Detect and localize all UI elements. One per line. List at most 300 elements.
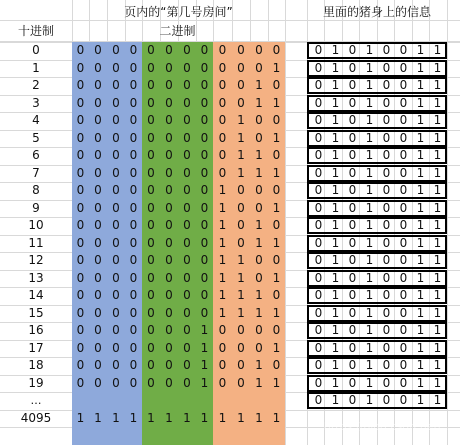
binary-bit-cell[interactable]: 0 (165, 95, 173, 110)
pig-info-bit-cell[interactable]: 1 (331, 183, 340, 197)
binary-bit-cell[interactable]: 0 (147, 43, 155, 57)
binary-bit-cell[interactable]: 1 (237, 253, 245, 267)
pig-info-bit-cell[interactable]: 1 (416, 340, 425, 355)
binary-bit-cell[interactable]: 0 (183, 130, 191, 145)
pig-info-bit-cell[interactable]: 1 (365, 113, 374, 127)
pig-info-bit-cell[interactable]: 0 (314, 235, 323, 250)
pig-info-bit-cell[interactable]: 0 (348, 148, 357, 162)
pig-info-bit-cell[interactable]: 0 (399, 358, 408, 372)
binary-bit-cell[interactable]: 0 (255, 323, 263, 337)
binary-bit-cell[interactable]: 0 (94, 323, 102, 337)
binary-bit-cell[interactable]: 0 (76, 340, 85, 355)
pig-info-bit-cell[interactable]: 0 (314, 288, 323, 302)
binary-bit-cell[interactable]: 0 (76, 60, 85, 75)
binary-bit-cell[interactable]: 1 (237, 270, 245, 285)
decimal-cell[interactable]: 15 (28, 305, 44, 320)
binary-bit-cell[interactable]: 0 (218, 358, 227, 372)
pig-info-bit-cell[interactable]: 0 (314, 358, 323, 372)
pig-info-bit-cell[interactable]: 1 (331, 305, 340, 320)
pig-info-bit-cell[interactable]: 1 (365, 270, 374, 285)
binary-bit-cell[interactable]: 0 (112, 375, 120, 390)
binary-bit-cell[interactable]: 0 (272, 43, 281, 57)
binary-bit-cell[interactable] (89, 392, 107, 409)
binary-bit-cell[interactable]: 1 (255, 288, 263, 302)
pig-info-bit-cell[interactable]: 1 (416, 218, 425, 232)
binary-bit-cell[interactable]: 0 (129, 165, 138, 180)
binary-bit-cell[interactable]: 0 (76, 43, 85, 57)
pig-info-bit-cell[interactable]: 1 (433, 270, 442, 285)
pig-info-bit-cell[interactable]: 0 (382, 165, 391, 180)
binary-bit-cell[interactable]: 0 (237, 218, 245, 232)
pig-info-bit-cell[interactable]: 0 (314, 60, 323, 75)
pig-info-bit-cell[interactable]: 1 (365, 288, 374, 302)
decimal-cell[interactable]: 4 (32, 113, 40, 127)
binary-bit-cell[interactable]: 0 (147, 113, 155, 127)
binary-bit-cell[interactable]: 0 (112, 305, 120, 320)
pig-info-bit-cell[interactable]: 0 (382, 183, 391, 197)
binary-bit-cell[interactable]: 0 (200, 78, 209, 92)
binary-bit-cell[interactable]: 0 (76, 183, 85, 197)
binary-bit-cell[interactable]: 0 (147, 340, 155, 355)
pig-info-bit-cell[interactable]: 1 (433, 95, 442, 110)
pig-info-bit-cell[interactable]: 1 (416, 113, 425, 127)
binary-bit-cell[interactable]: 0 (76, 165, 85, 180)
decimal-cell[interactable]: 13 (28, 270, 44, 285)
pig-info-bit-cell[interactable]: 0 (314, 113, 323, 127)
pig-info-bit-cell[interactable]: 1 (416, 78, 425, 92)
pig-info-bit-cell[interactable]: 0 (348, 323, 357, 337)
binary-bit-cell[interactable]: 0 (94, 200, 102, 215)
pig-info-bit-cell[interactable]: 1 (331, 130, 340, 145)
binary-bit-cell[interactable]: 0 (147, 130, 155, 145)
pig-info-bit-cell[interactable]: 1 (365, 340, 374, 355)
pig-info-bit-cell[interactable]: 1 (416, 130, 425, 145)
binary-bit-cell[interactable]: 0 (112, 43, 120, 57)
pig-info-bit-cell[interactable]: 1 (365, 305, 374, 320)
binary-bit-cell[interactable]: 0 (112, 288, 120, 302)
binary-bit-cell[interactable]: 0 (183, 43, 191, 57)
binary-bit-cell[interactable]: 1 (237, 410, 245, 425)
pig-info-bit-cell[interactable]: 1 (365, 60, 374, 75)
pig-info-bit-cell[interactable]: 0 (399, 270, 408, 285)
binary-bit-cell[interactable]: 0 (165, 148, 173, 162)
binary-bit-cell[interactable]: 0 (218, 95, 227, 110)
binary-bit-cell[interactable]: 1 (272, 270, 281, 285)
binary-bit-cell[interactable]: 1 (272, 340, 281, 355)
binary-bit-cell[interactable]: 1 (237, 130, 245, 145)
pig-info-bit-cell[interactable]: 0 (399, 130, 408, 145)
pig-info-bit-cell[interactable]: 0 (348, 358, 357, 372)
binary-bit-cell[interactable]: 0 (272, 78, 281, 92)
binary-bit-cell[interactable]: 0 (112, 270, 120, 285)
pig-info-bit-cell[interactable]: 0 (382, 148, 391, 162)
binary-bit-cell[interactable]: 0 (165, 113, 173, 127)
binary-bit-cell[interactable]: 0 (147, 305, 155, 320)
pig-info-bit-cell[interactable]: 1 (331, 113, 340, 127)
binary-bit-cell[interactable]: 0 (94, 43, 102, 57)
binary-bit-cell[interactable]: 0 (76, 95, 85, 110)
pig-info-bit-cell[interactable]: 1 (433, 183, 442, 197)
pig-info-bit-cell[interactable]: 0 (399, 288, 408, 302)
binary-bit-cell[interactable]: 0 (147, 235, 155, 250)
pig-info-bit-cell[interactable]: 1 (331, 43, 340, 57)
pig-info-bit-cell[interactable]: 1 (433, 113, 442, 127)
pig-info-bit-cell[interactable]: 0 (314, 43, 323, 57)
binary-bit-cell[interactable] (250, 392, 268, 409)
binary-bit-cell[interactable]: 0 (147, 148, 155, 162)
pig-info-bit-cell[interactable]: 0 (382, 288, 391, 302)
pig-info-bit-cell[interactable]: 1 (331, 253, 340, 267)
pig-info-bit-cell[interactable]: 1 (416, 358, 425, 372)
binary-bit-cell[interactable]: 0 (94, 270, 102, 285)
binary-bit-cell[interactable]: 0 (165, 183, 173, 197)
binary-bit-cell[interactable]: 0 (112, 148, 120, 162)
pig-info-bit-cell[interactable]: 1 (365, 78, 374, 92)
binary-bit-cell[interactable]: 1 (200, 358, 209, 372)
binary-bit-cell[interactable]: 0 (200, 130, 209, 145)
pig-info-bit-cell[interactable]: 0 (382, 43, 391, 57)
decimal-cell[interactable]: 5 (32, 130, 40, 145)
pig-info-bit-cell[interactable]: 0 (382, 358, 391, 372)
binary-bit-cell[interactable]: 0 (183, 288, 191, 302)
binary-bit-cell[interactable]: 0 (94, 358, 102, 372)
pig-info-bit-cell[interactable]: 1 (331, 323, 340, 337)
pig-info-bit-cell[interactable]: 1 (365, 200, 374, 215)
pig-info-bit-cell[interactable]: 1 (331, 60, 340, 75)
binary-bit-cell[interactable] (268, 392, 285, 409)
pig-info-bit-cell[interactable]: 1 (365, 95, 374, 110)
pig-info-bit-cell[interactable]: 0 (348, 218, 357, 232)
binary-bit-cell[interactable]: 0 (112, 358, 120, 372)
pig-info-bit-cell[interactable]: 0 (382, 270, 391, 285)
binary-bit-cell[interactable]: 0 (272, 288, 281, 302)
pig-info-bit-cell[interactable]: 1 (365, 43, 374, 57)
binary-bit-cell[interactable]: 0 (147, 323, 155, 337)
binary-bit-cell[interactable]: 0 (255, 200, 263, 215)
binary-bit-cell[interactable]: 0 (94, 253, 102, 267)
pig-info-bit-cell[interactable]: 0 (314, 218, 323, 232)
binary-bit-cell[interactable]: 0 (76, 148, 85, 162)
pig-info-bit-cell[interactable]: 0 (314, 200, 323, 215)
pig-info-bit-cell[interactable]: 0 (348, 95, 357, 110)
binary-bit-cell[interactable]: 0 (165, 340, 173, 355)
binary-bit-cell[interactable]: 0 (147, 60, 155, 75)
binary-bit-cell[interactable]: 0 (218, 60, 227, 75)
binary-bit-cell[interactable]: 0 (255, 253, 263, 267)
binary-bit-cell[interactable]: 0 (129, 113, 138, 127)
binary-bit-cell[interactable]: 0 (129, 78, 138, 92)
binary-bit-cell[interactable]: 0 (129, 253, 138, 267)
pig-info-bit-cell[interactable]: 0 (382, 305, 391, 320)
binary-bit-cell[interactable]: 0 (112, 183, 120, 197)
binary-bit-cell[interactable]: 0 (218, 130, 227, 145)
binary-bit-cell[interactable]: 0 (94, 305, 102, 320)
decimal-cell[interactable]: 16 (28, 323, 44, 337)
binary-bit-cell[interactable]: 0 (237, 340, 245, 355)
binary-bit-cell[interactable]: 1 (255, 78, 263, 92)
decimal-cell[interactable]: 7 (32, 165, 40, 180)
binary-bit-cell[interactable]: 0 (272, 323, 281, 337)
pig-info-bit-cell[interactable]: 1 (365, 165, 374, 180)
pig-info-bit-cell[interactable]: 1 (365, 148, 374, 162)
binary-bit-cell[interactable]: 0 (200, 148, 209, 162)
binary-bit-cell[interactable]: 1 (200, 323, 209, 337)
binary-bit-cell[interactable]: 0 (272, 148, 281, 162)
decimal-cell[interactable]: 6 (32, 148, 40, 162)
binary-bit-cell[interactable]: 0 (129, 218, 138, 232)
pig-info-bit-cell[interactable]: 0 (382, 95, 391, 110)
binary-bit-cell[interactable]: 0 (76, 253, 85, 267)
binary-bit-cell[interactable]: 0 (237, 183, 245, 197)
binary-bit-cell[interactable]: 0 (112, 253, 120, 267)
pig-info-bit-cell[interactable]: 1 (331, 78, 340, 92)
pig-info-bit-cell[interactable]: 0 (399, 113, 408, 127)
pig-info-bit-cell[interactable]: 1 (433, 200, 442, 215)
pig-info-bit-cell[interactable]: 0 (382, 323, 391, 337)
binary-bit-cell[interactable]: 1 (272, 410, 281, 425)
pig-info-bit-cell[interactable]: 1 (416, 270, 425, 285)
binary-bit-cell[interactable]: 0 (112, 95, 120, 110)
binary-bit-cell[interactable]: 0 (76, 235, 85, 250)
binary-bit-cell[interactable] (142, 392, 160, 409)
binary-bit-cell[interactable] (178, 392, 196, 409)
binary-bit-cell[interactable]: 1 (218, 288, 227, 302)
pig-info-bit-cell[interactable]: 0 (314, 95, 323, 110)
pig-info-bit-cell[interactable]: 0 (382, 200, 391, 215)
binary-bit-cell[interactable]: 0 (94, 288, 102, 302)
binary-bit-cell[interactable]: 0 (129, 305, 138, 320)
pig-info-bit-cell[interactable]: 0 (348, 78, 357, 92)
binary-bit-cell[interactable]: 0 (112, 78, 120, 92)
decimal-cell[interactable]: … (30, 394, 42, 407)
binary-bit-cell[interactable]: 0 (183, 95, 191, 110)
binary-bit-cell[interactable]: 0 (129, 270, 138, 285)
binary-bit-cell[interactable]: 0 (94, 113, 102, 127)
pig-info-bit-cell[interactable]: 1 (433, 340, 442, 355)
pig-info-bit-cell[interactable]: 0 (399, 95, 408, 110)
pig-info-bit-cell[interactable]: 1 (331, 235, 340, 250)
binary-bit-cell[interactable]: 0 (76, 323, 85, 337)
binary-bit-cell[interactable]: 0 (147, 288, 155, 302)
binary-bit-cell[interactable]: 1 (218, 270, 227, 285)
binary-bit-cell[interactable]: 0 (94, 78, 102, 92)
pig-info-bit-cell[interactable]: 0 (382, 78, 391, 92)
pig-info-bit-cell[interactable]: 0 (399, 340, 408, 355)
binary-bit-cell[interactable]: 0 (183, 340, 191, 355)
binary-bit-cell[interactable]: 0 (237, 95, 245, 110)
binary-bit-cell[interactable] (213, 392, 232, 409)
binary-bit-cell[interactable]: 1 (218, 235, 227, 250)
pig-info-bit-cell[interactable]: 1 (416, 393, 425, 407)
decimal-cell[interactable]: 3 (32, 95, 40, 110)
pig-info-bit-cell[interactable]: 1 (433, 375, 442, 390)
binary-bit-cell[interactable]: 0 (94, 130, 102, 145)
binary-bit-cell[interactable]: 1 (237, 113, 245, 127)
binary-bit-cell[interactable]: 0 (183, 305, 191, 320)
binary-bit-cell[interactable]: 0 (112, 235, 120, 250)
binary-bit-cell[interactable]: 0 (183, 200, 191, 215)
binary-bit-cell[interactable] (232, 392, 250, 409)
pig-info-bit-cell[interactable]: 1 (416, 288, 425, 302)
pig-info-bit-cell[interactable]: 0 (382, 340, 391, 355)
pig-info-bit-cell[interactable]: 1 (416, 200, 425, 215)
binary-bit-cell[interactable]: 0 (237, 78, 245, 92)
binary-bit-cell[interactable]: 0 (218, 375, 227, 390)
binary-bit-cell[interactable]: 0 (165, 235, 173, 250)
binary-bit-cell[interactable]: 0 (200, 218, 209, 232)
pig-info-bit-cell[interactable]: 0 (399, 165, 408, 180)
decimal-cell[interactable]: 12 (28, 253, 44, 267)
pig-info-bit-cell[interactable]: 0 (314, 340, 323, 355)
binary-bit-cell[interactable]: 0 (200, 113, 209, 127)
pig-info-bit-cell[interactable]: 0 (348, 183, 357, 197)
binary-bit-cell[interactable]: 1 (94, 410, 102, 425)
decimal-cell[interactable]: 10 (28, 218, 44, 232)
binary-bit-cell[interactable]: 0 (165, 288, 173, 302)
binary-bit-cell[interactable]: 0 (255, 270, 263, 285)
pig-info-bit-cell[interactable]: 0 (348, 113, 357, 127)
pig-info-bit-cell[interactable]: 0 (348, 270, 357, 285)
binary-bit-cell[interactable]: 1 (129, 410, 138, 425)
binary-bit-cell[interactable]: 0 (218, 323, 227, 337)
binary-bit-cell[interactable]: 0 (147, 253, 155, 267)
decimal-cell[interactable]: 19 (28, 375, 44, 390)
binary-bit-cell[interactable]: 0 (183, 323, 191, 337)
binary-bit-cell[interactable]: 0 (129, 183, 138, 197)
pig-info-bit-cell[interactable]: 1 (365, 183, 374, 197)
binary-bit-cell[interactable]: 1 (218, 218, 227, 232)
pig-info-bit-cell[interactable]: 0 (348, 305, 357, 320)
pig-info-bit-cell[interactable]: 1 (365, 375, 374, 390)
binary-bit-cell[interactable]: 0 (147, 165, 155, 180)
pig-info-bit-cell[interactable]: 1 (433, 60, 442, 75)
pig-info-bit-cell[interactable]: 0 (399, 235, 408, 250)
pig-info-bit-cell[interactable]: 1 (433, 78, 442, 92)
pig-info-bit-cell[interactable]: 0 (348, 375, 357, 390)
binary-bit-cell[interactable]: 0 (200, 235, 209, 250)
binary-bit-cell[interactable]: 0 (76, 305, 85, 320)
binary-bit-cell[interactable]: 0 (183, 78, 191, 92)
binary-bit-cell[interactable]: 0 (94, 95, 102, 110)
pig-info-bit-cell[interactable]: 0 (382, 375, 391, 390)
pig-info-bit-cell[interactable]: 0 (314, 253, 323, 267)
binary-bit-cell[interactable]: 0 (112, 60, 120, 75)
pig-info-bit-cell[interactable]: 0 (348, 60, 357, 75)
binary-bit-cell[interactable]: 0 (129, 235, 138, 250)
pig-info-bit-cell[interactable]: 0 (382, 218, 391, 232)
pig-info-bit-cell[interactable]: 1 (365, 358, 374, 372)
pig-info-bit-cell[interactable]: 0 (399, 323, 408, 337)
binary-bit-cell[interactable]: 0 (255, 183, 263, 197)
binary-bit-cell[interactable]: 0 (237, 60, 245, 75)
pig-info-bit-cell[interactable]: 1 (331, 340, 340, 355)
binary-bit-cell[interactable]: 0 (165, 200, 173, 215)
binary-bit-cell[interactable]: 0 (147, 218, 155, 232)
pig-info-bit-cell[interactable]: 1 (433, 253, 442, 267)
binary-bit-cell[interactable]: 1 (255, 235, 263, 250)
binary-bit-cell[interactable]: 1 (255, 410, 263, 425)
pig-info-bit-cell[interactable]: 1 (433, 165, 442, 180)
pig-info-bit-cell[interactable]: 0 (348, 200, 357, 215)
pig-info-bit-cell[interactable]: 1 (416, 43, 425, 57)
binary-bit-cell[interactable]: 1 (237, 148, 245, 162)
binary-bit-cell[interactable]: 0 (94, 183, 102, 197)
pig-info-bit-cell[interactable]: 1 (365, 235, 374, 250)
pig-info-bit-cell[interactable]: 0 (382, 235, 391, 250)
decimal-cell[interactable]: 4095 (20, 410, 52, 425)
decimal-cell[interactable]: 2 (32, 78, 40, 92)
pig-info-bit-cell[interactable]: 0 (399, 183, 408, 197)
pig-info-bit-cell[interactable]: 1 (433, 235, 442, 250)
binary-bit-cell[interactable]: 0 (237, 358, 245, 372)
binary-bit-cell[interactable]: 1 (272, 375, 281, 390)
binary-bit-cell[interactable]: 0 (76, 218, 85, 232)
binary-bit-cell[interactable]: 0 (147, 375, 155, 390)
pig-info-bit-cell[interactable]: 1 (416, 235, 425, 250)
binary-bit-cell[interactable]: 0 (218, 165, 227, 180)
binary-bit-cell[interactable]: 1 (112, 410, 120, 425)
binary-bit-cell[interactable]: 0 (94, 340, 102, 355)
pig-info-bit-cell[interactable]: 0 (348, 165, 357, 180)
pig-info-bit-cell[interactable]: 0 (399, 375, 408, 390)
pig-info-bit-cell[interactable]: 1 (433, 130, 442, 145)
pig-info-bit-cell[interactable]: 0 (399, 393, 408, 407)
binary-bit-cell[interactable]: 0 (272, 218, 281, 232)
binary-bit-cell[interactable]: 0 (183, 270, 191, 285)
binary-bit-cell[interactable]: 1 (183, 410, 191, 425)
binary-bit-cell[interactable]: 0 (183, 218, 191, 232)
pig-info-bit-cell[interactable]: 1 (416, 165, 425, 180)
decimal-cell[interactable]: 1 (32, 60, 40, 75)
binary-bit-cell[interactable] (125, 392, 142, 409)
binary-bit-cell[interactable]: 0 (129, 130, 138, 145)
pig-info-bit-cell[interactable]: 1 (416, 95, 425, 110)
binary-bit-cell[interactable]: 1 (255, 95, 263, 110)
binary-bit-cell[interactable] (196, 392, 213, 409)
pig-info-bit-cell[interactable]: 0 (399, 78, 408, 92)
binary-bit-cell[interactable]: 0 (147, 358, 155, 372)
binary-bit-cell[interactable] (160, 392, 178, 409)
binary-bit-cell[interactable]: 0 (200, 288, 209, 302)
pig-info-bit-cell[interactable]: 0 (348, 288, 357, 302)
binary-bit-cell[interactable]: 1 (272, 95, 281, 110)
binary-bit-cell[interactable]: 0 (129, 95, 138, 110)
binary-bit-cell[interactable]: 1 (272, 200, 281, 215)
pig-info-bit-cell[interactable]: 1 (416, 305, 425, 320)
binary-bit-cell[interactable]: 0 (76, 288, 85, 302)
binary-bit-cell[interactable]: 0 (237, 200, 245, 215)
pig-info-bit-cell[interactable]: 1 (331, 288, 340, 302)
pig-info-bit-cell[interactable]: 0 (348, 253, 357, 267)
binary-bit-cell[interactable]: 0 (218, 113, 227, 127)
binary-bit-cell[interactable]: 0 (218, 43, 227, 57)
pig-info-bit-cell[interactable]: 1 (331, 148, 340, 162)
pig-info-bit-cell[interactable]: 0 (314, 375, 323, 390)
binary-bit-cell[interactable]: 1 (255, 165, 263, 180)
binary-bit-cell[interactable]: 0 (183, 235, 191, 250)
binary-bit-cell[interactable]: 0 (94, 235, 102, 250)
binary-bit-cell[interactable]: 1 (218, 305, 227, 320)
binary-bit-cell[interactable]: 1 (218, 253, 227, 267)
pig-info-bit-cell[interactable]: 1 (331, 218, 340, 232)
pig-info-bit-cell[interactable]: 1 (416, 148, 425, 162)
binary-bit-cell[interactable]: 0 (165, 253, 173, 267)
pig-info-bit-cell[interactable]: 0 (399, 305, 408, 320)
pig-info-bit-cell[interactable]: 1 (331, 358, 340, 372)
decimal-cell[interactable]: 18 (28, 358, 44, 372)
binary-bit-cell[interactable]: 0 (76, 200, 85, 215)
binary-bit-cell[interactable]: 0 (183, 253, 191, 267)
